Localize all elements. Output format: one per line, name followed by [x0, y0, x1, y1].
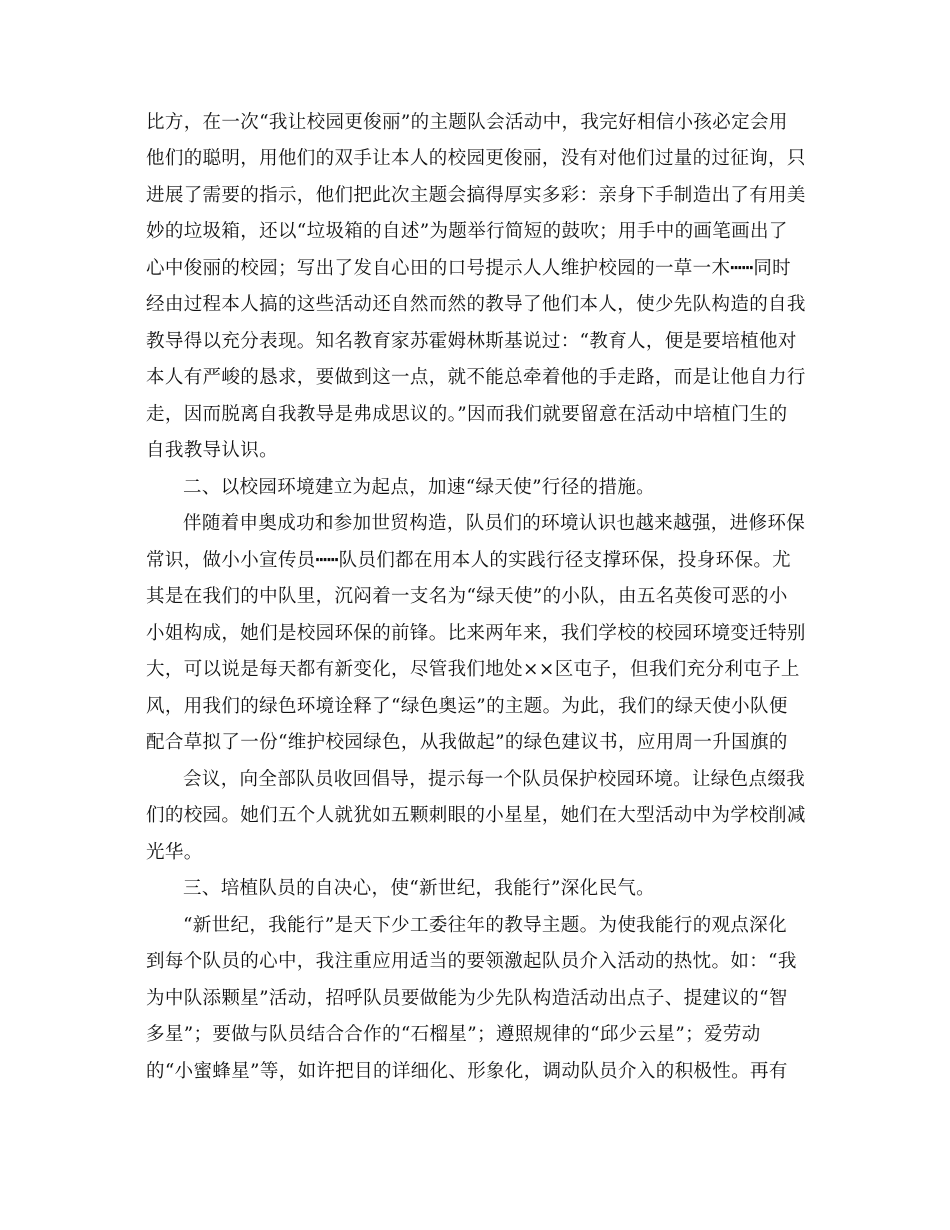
text-line: 的“小蜜蜂星”等，如许把目的详细化、形象化，调动队员介入的积极性。再有 — [146, 1061, 788, 1082]
text-line: 配合草拟了一份“维护校园绿色，从我做起”的绿色建议书，应用周一升国旗的 — [146, 732, 788, 753]
text-line: 自我教导认识。 — [146, 440, 278, 461]
section-heading: 二、以校园环境建立为起点，加速“绿天使”行径的措施。 — [183, 477, 656, 498]
text-line: 到每个队员的心中，我注重应用适当的要领激起队员介入活动的热忱。如：“我 — [146, 951, 797, 972]
text-line: 小姐构成，她们是校园环保的前锋。比来两年来，我们学校的校园环境变迁特别 — [146, 623, 806, 644]
text-line: 风，用我们的绿色环境诠释了“绿色奥运”的主题。为此，我们的绿天使小队便 — [146, 696, 788, 717]
text-line: 常识，做小小宣传员┅┅队员们都在用本人的实践行径支撑环保，投身环保。尤 — [146, 550, 792, 571]
text-line: 妙的垃圾箱，还以“垃圾箱的自述”为题举行简短的鼓吹；用手中的画笔画出了 — [146, 221, 788, 242]
text-line: 走，因而脱离自我教导是弗成思议的。”因而我们就要留意在活动中培植门生的 — [146, 404, 788, 425]
text-line: 心中俊丽的校园；写出了发自心田的口号提示人人维护校园的一草一木┅┅同时 — [146, 258, 792, 279]
text-line: 进展了需要的指示，他们把此次主题会搞得厚实多彩：亲身下手制造出了有用美 — [146, 185, 806, 206]
text-line: 们的校园。她们五个人就犹如五颗刺眼的小星星，她们在大型活动中为学校削减 — [146, 805, 806, 826]
text-line: “新世纪，我能行”是天下少工委往年的教导主题。为使我能行的观点深化 — [183, 915, 787, 936]
section-heading: 三、培植队员的自决心，使“新世纪，我能行”深化民气。 — [183, 878, 656, 899]
text-line: 其是在我们的中队里，沉闷着一支名为“绿天使”的小队，由五名英俊可恶的小 — [146, 586, 788, 607]
text-line: 经由过程本人搞的这些活动还自然而然的教导了他们本人，使少先队构造的自我 — [146, 294, 806, 315]
text-line: 教导得以充分表现。知名教育家苏霍姆林斯基说过：“教育人，便是要培植他对 — [146, 331, 797, 352]
text-line: 多星”；要做与队员结合合作的“石榴星”；遵照规律的“邱少云星”；爱劳动 — [146, 1024, 761, 1045]
text-line: 比方，在一次“我让校园更俊丽”的主题队会活动中，我完好相信小孩必定会用 — [146, 112, 788, 133]
text-line: 本人有严峻的恳求，要做到这一点，就不能总牵着他的手走路，而是让他自力行 — [146, 367, 806, 388]
text-line: 会议，向全部队员收回倡导，提示每一个队员保护校园环境。让绿色点缀我 — [183, 769, 806, 790]
text-line: 伴随着申奥成功和参加世贸构造，队员们的环境认识也越来越强，进修环保 — [183, 513, 806, 534]
text-line: 他们的聪明，用他们的双手让本人的校园更俊丽，没有对他们过量的过征询，只 — [146, 148, 806, 169]
text-line: 为中队添颗星”活动，招呼队员要做能为少先队构造活动出点子、提建议的“智 — [146, 988, 788, 1009]
text-line: 大，可以说是每天都有新变化，尽管我们地处××区屯子，但我们充分利屯子上 — [146, 659, 800, 680]
text-line: 光华。 — [146, 842, 203, 863]
